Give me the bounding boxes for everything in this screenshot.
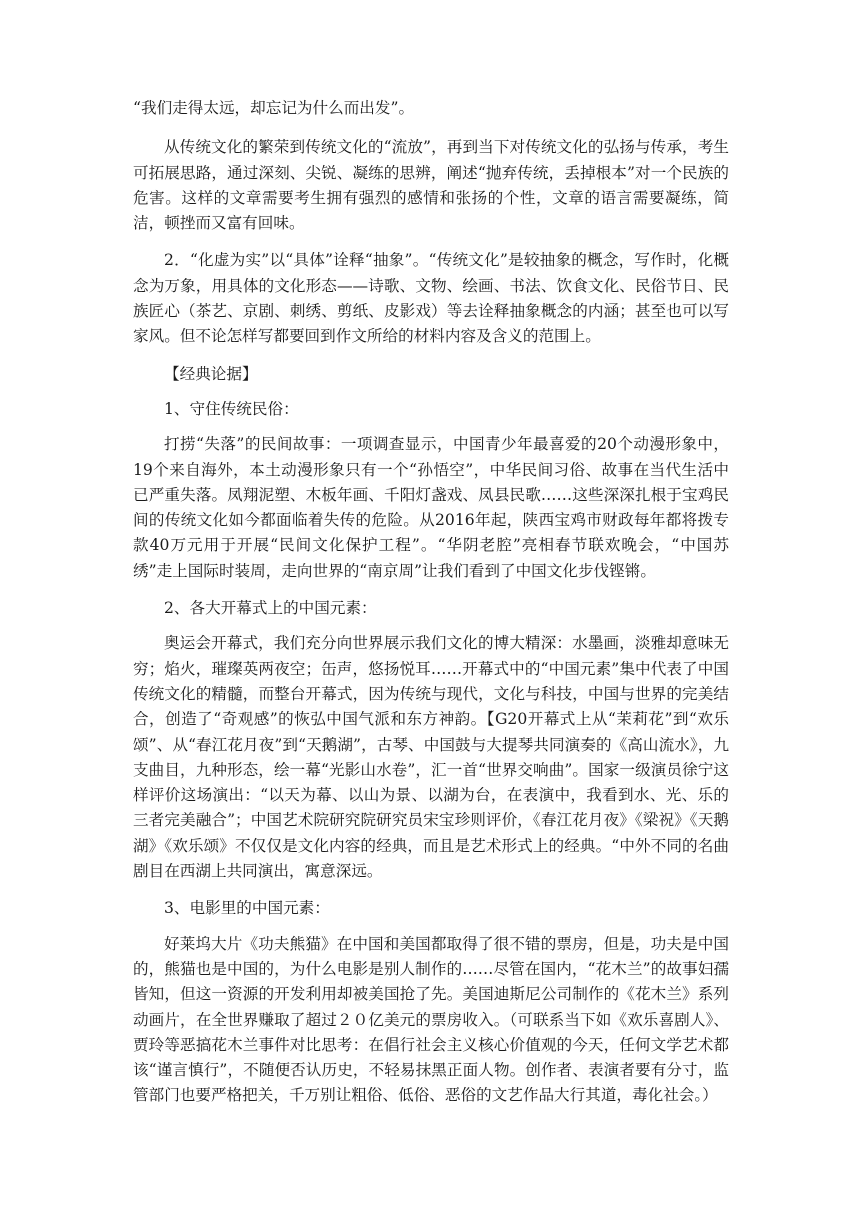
paragraph-concrete-abstract: 2．“化虚为实”以“具体”诠释“抽象”。“传统文化”是较抽象的概念，写作时，化概念为万象，用具体的文化形态——诗歌、文物、绘画、书法、饮食文化、民俗节日、民族匠心（茶艺、京剧、刺绣、剪纸、皮影戏）等去诠释抽象概念的内涵；甚至也可以写家风。但不论怎样写都要回到作文所给的材料内容及含义的范围上。: [133, 251, 729, 346]
paragraph-opening-ceremonies: 奥运会开幕式，我们充分向世界展示我们文化的博大精深：水墨画，淡雅却意味无穷；焰火，璀璨英两夜空；缶声，悠扬悦耳……开幕式中的“中国元素”集中代表了中国传统文化的精髓，而整台开幕式，因为传统与现代，文化与科技，中国与世界的完美结合，创造了“奇观感”的恢弘中国气派和东方神韵。【G20开幕式上从“茉莉花”到“欢乐颂”、从“春江花月夜”到“天鹅湖”，古琴、中国鼓与大提琴共同演奏的《高山流水》，九支曲目，九种形态，绘一幕“光影山水卷”，汇一首“世界交响曲”。国家一级演员徐宁这样评价这场演出：“以天为幕、以山为景、以湖为台，在表演中，我看到水、光、乐的三者完美融合”；中国艺术院研究院研究员宋宝珍则评价，《春江花月夜》《梁祝》《天鹅湖》《欢乐颂》不仅仅是文化内容的经典，而且是艺术形式上的经典。“中外不同的名曲剧目在西湖上共同演出，寓意深远。: [133, 634, 729, 881]
paragraph-tradition-analysis: 从传统文化的繁荣到传统文化的“流放”，再到当下对传统文化的弘扬与传承，考生可拓展思路，通过深刻、尖锐、凝练的思辨，阐述“抛弃传统，丢掉根本”对一个民族的危害。这样的文章需要考生拥有强烈的感情和张扬的个性，文章的语言需要凝练，简洁，顿挫而又富有回味。: [133, 138, 729, 233]
subheading-film-elements: 3、电影里的中国元素：: [164, 899, 330, 918]
section-heading-classic-arguments: 【经典论据】: [164, 364, 258, 383]
subheading-opening-ceremonies: 2、各大开幕式上的中国元素：: [164, 599, 377, 618]
paragraph-film-elements: 好莱坞大片《功夫熊猫》在中国和美国都取得了很不错的票房，但是，功夫是中国的，熊猫也是中国的，为什么电影是别人制作的……尽管在国内，“花木兰”的故事妇孺皆知，但这一资源的开发利用却被美国抢了先。美国迪斯尼公司制作的《花木兰》系列动画片，在全世界赚取了超过２０亿美元的票房收入。（可联系当下如《欢乐喜剧人》、贾玲等恶搞花木兰事件对比思考：在倡行社会主义核心价值观的今天，任何文学艺术都该“谨言慎行”，不随便否认历史，不轻易抹黑正面人物。创作者、表演者要有分寸，监管部门也要严格把关，千万别让粗俗、低俗、恶俗的文艺作品大行其道，毒化社会。）: [133, 934, 729, 1105]
document-page: [133, 96, 729, 1121]
subheading-folk-customs: 1、守住传统民俗：: [164, 399, 299, 418]
paragraph-quote: “我们走得太远，却忘记为什么而出发”。: [133, 99, 415, 117]
paragraph-folk-stories: 打捞“失落”的民间故事：一项调查显示，中国青少年最喜爱的20个动漫形象中，19个来自海外，本土动漫形象只有一个“孙悟空”，中华民间习俗、故事在当代生活中已严重失落。凤翔泥塑、木板年画、千阳灯盏戏、凤县民歌……这些深深扎根于宝鸡民间的传统文化如今都面临着失传的危险。从2016年起，陕西宝鸡市财政每年都将拨专款40万元用于开展“民间文化保护工程”。“华阴老腔”亮相春节联欢晚会，“中国苏绣”走上国际时装周，走向世界的“南京周”让我们看到了中国文化步伐铿锵。: [133, 435, 729, 580]
